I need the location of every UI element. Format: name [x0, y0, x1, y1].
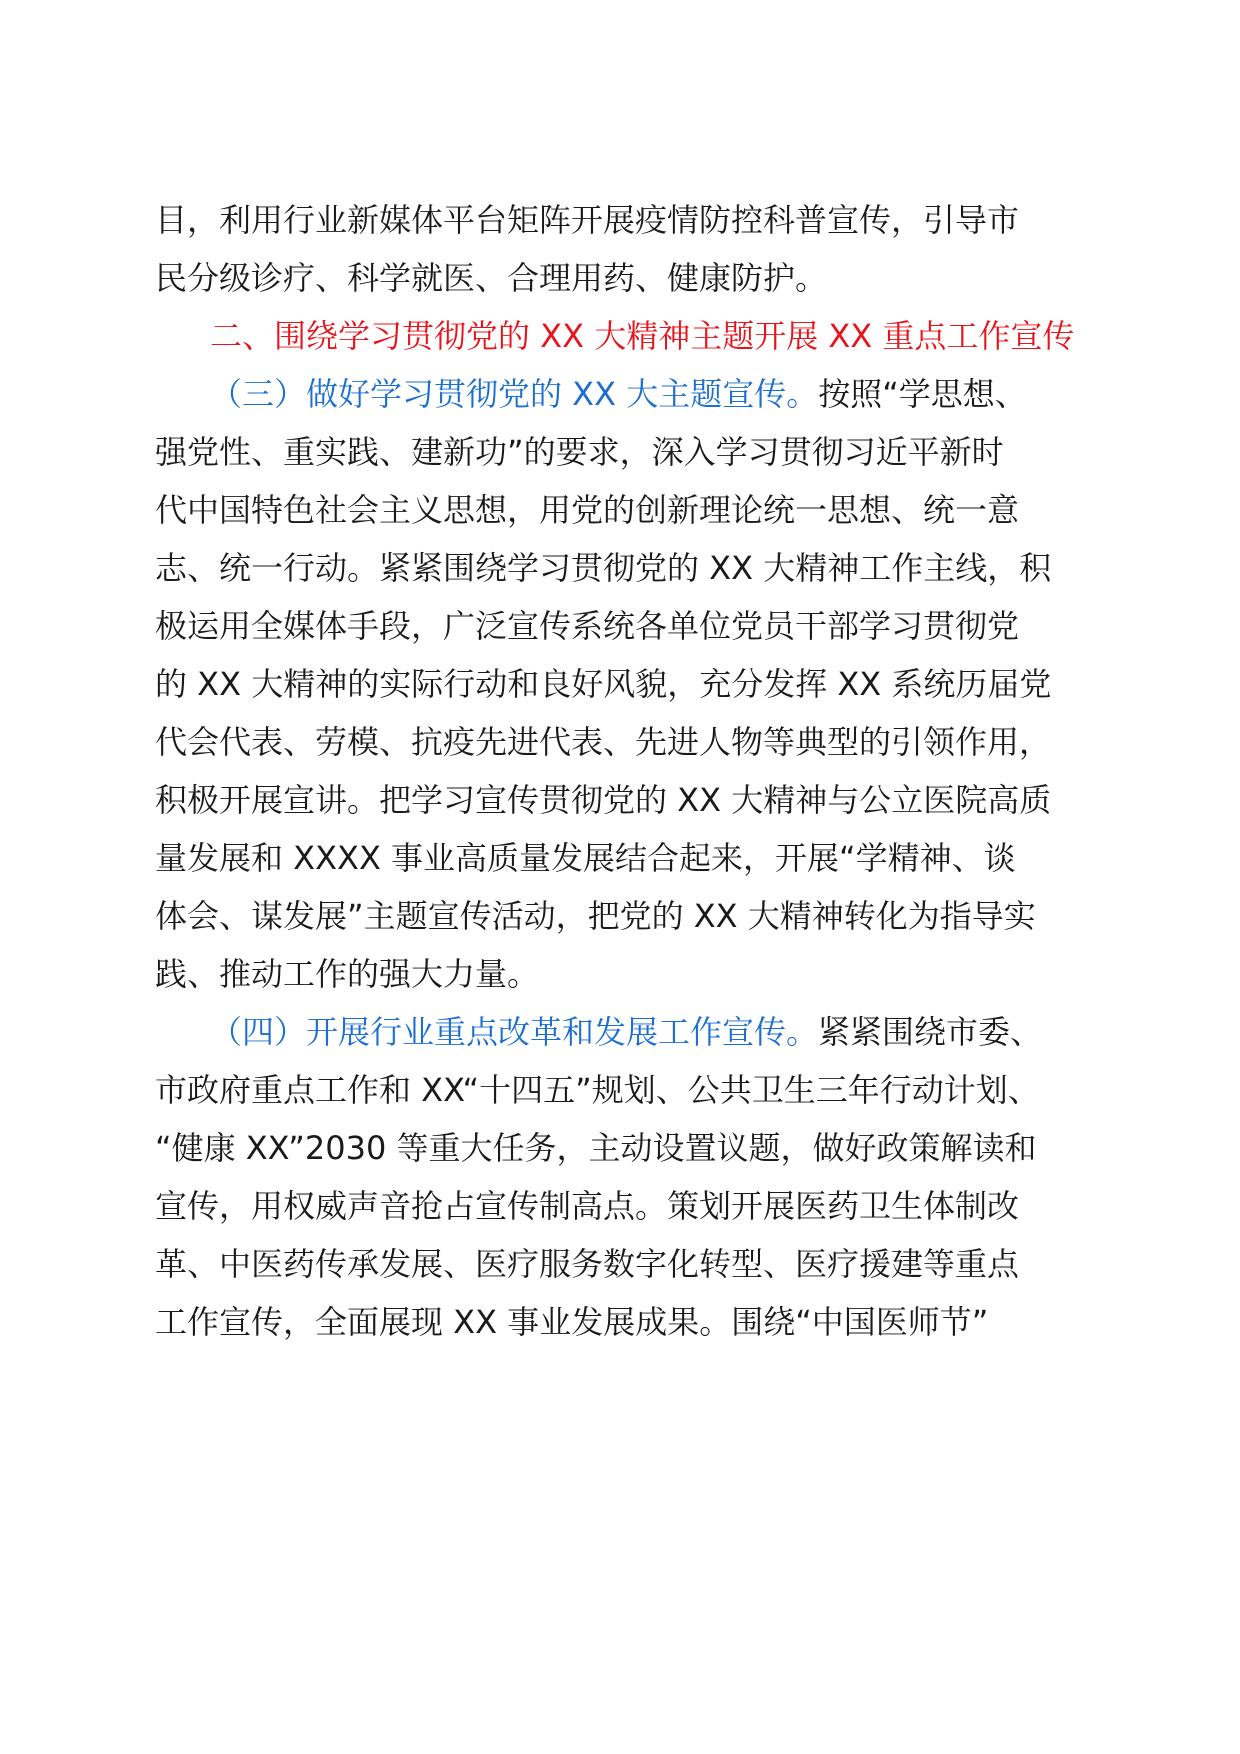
paragraph-line: 代会代表、劳模、抗疫先进代表、先进人物等典型的引领作用，	[155, 723, 1052, 761]
subsection-3-text: 按照“学思想、	[818, 375, 1027, 413]
paragraph-line: 代中国特色社会主义思想，用党的创新理论统一思想、统一意	[155, 491, 1020, 529]
paragraph-line: 体会、谋发展”主题宣传活动，把党的 XX 大精神转化为指导实	[155, 897, 1036, 935]
paragraph-line: 革、中医药传承发展、医疗服务数字化转型、医疗援建等重点	[155, 1245, 1020, 1283]
subsection-4-first-line	[210, 1010, 1140, 1054]
paragraph-line: 目，利用行业新媒体平台矩阵开展疫情防控科普宣传，引导市	[155, 201, 1020, 239]
paragraph-line: “健康 XX”2030 等重大任务，主动设置议题，做好政策解读和	[155, 1129, 1037, 1167]
subsection-3-heading: （三）做好学习贯彻党的 XX 大主题宣传。	[210, 375, 819, 413]
paragraph-line: 强党性、重实践、建新功”的要求，深入学习贯彻习近平新时	[155, 433, 1004, 471]
paragraph-line: 的 XX 大精神的实际行动和良好风貌，充分发挥 XX 系统历届党	[155, 665, 1052, 703]
paragraph-line: 量发展和 XXXX 事业高质量发展结合起来，开展“学精神、谈	[155, 839, 1016, 877]
subsection-3-first-line	[210, 372, 1140, 416]
subsection-4-heading: （四）开展行业重点改革和发展工作宣传。	[210, 1013, 819, 1051]
paragraph-line: 市政府重点工作和 XX“十四五”规划、公共卫生三年行动计划、	[155, 1071, 1040, 1109]
paragraph-line: 践、推动工作的强大力量。	[155, 955, 540, 993]
section-heading: 二、围绕学习贯彻党的 XX 大精神主题开展 XX 重点工作宣传	[210, 317, 1075, 355]
paragraph-line: 宣传，用权威声音抢占宣传制高点。策划开展医药卫生体制改	[155, 1187, 1020, 1225]
subsection-4-text: 紧紧围绕市委、	[818, 1013, 1043, 1051]
paragraph-line: 志、统一行动。紧紧围绕学习贯彻党的 XX 大精神工作主线，积	[155, 549, 1052, 587]
paragraph-line: 积极开展宣讲。把学习宣传贯彻党的 XX 大精神与公立医院高质	[155, 781, 1052, 819]
paragraph-line: 极运用全媒体手段，广泛宣传系统各单位党员干部学习贯彻党	[155, 607, 1020, 645]
paragraph-line: 民分级诊疗、科学就医、合理用药、健康防护。	[155, 259, 828, 297]
paragraph-line: 工作宣传，全面展现 XX 事业发展成果。围绕“中国医师节”	[155, 1303, 989, 1341]
